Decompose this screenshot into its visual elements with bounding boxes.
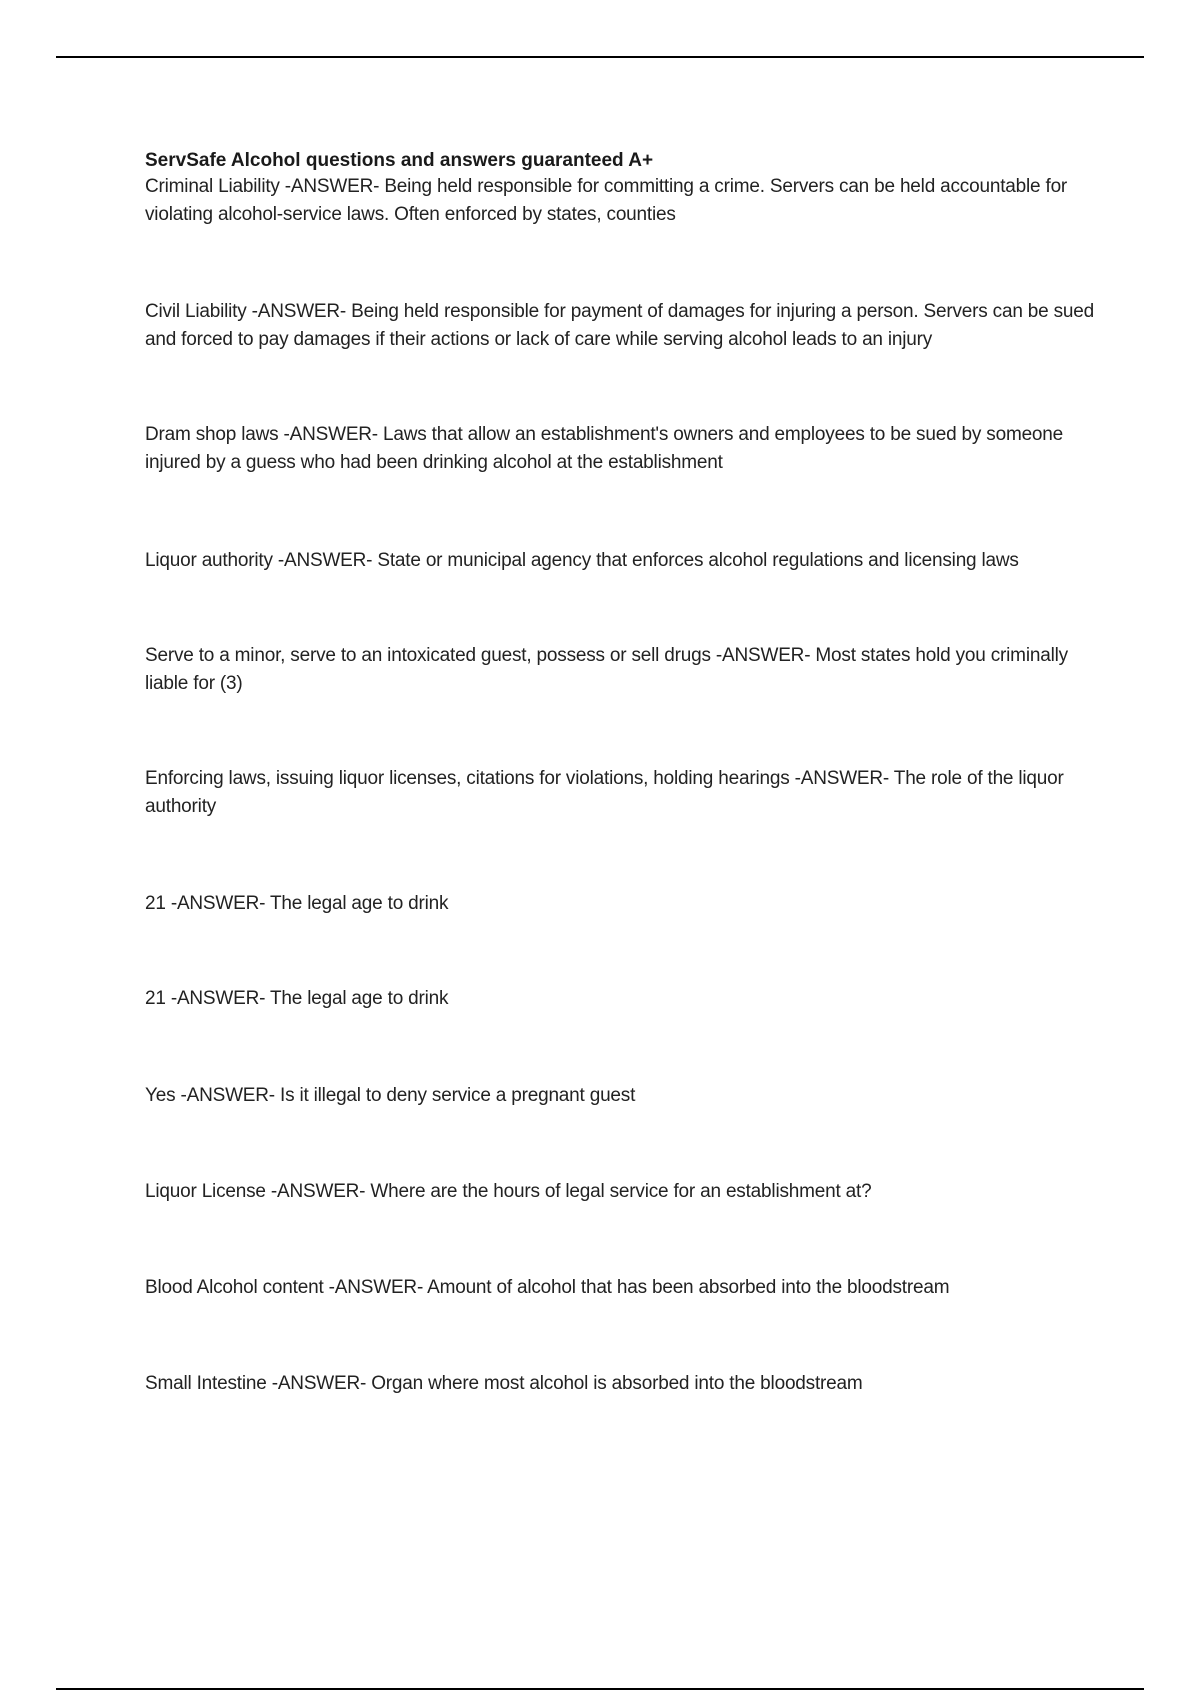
qa-entry-criminal-liability: Criminal Liability -ANSWER- Being held responsible for committing a crime. Servers can be held accountable for violating alcohol-service laws. Often enforced by states, counties xyxy=(145,176,1068,225)
qa-entry-civil-liability: Civil Liability -ANSWER- Being held responsible for payment of damages for injuring a person. Servers can be sued and forced to pay damages if their actions or lack of care while serving alcohol leads to an injury xyxy=(145,301,1094,350)
qa-entry-pregnant-guest: Yes -ANSWER- Is it illegal to deny service a pregnant guest xyxy=(145,1085,636,1106)
qa-entry-liquor-license: Liquor License -ANSWER- Where are the hours of legal service for an establishment at? xyxy=(145,1181,872,1202)
header-rule xyxy=(56,56,1144,58)
qa-entry-legal-drinking-age: 21 -ANSWER- The legal age to drink xyxy=(145,893,449,914)
qa-entry-legal-drinking-age-repeat: 21 -ANSWER- The legal age to drink xyxy=(145,988,449,1009)
footer-rule xyxy=(56,1688,1144,1690)
qa-entry-dram-shop-laws: Dram shop laws -ANSWER- Laws that allow an establishment's owners and employees to be sued by someone injured by a guess who had been drinking alcohol at the establishment xyxy=(145,424,1064,473)
qa-entry-liquor-authority-role: Enforcing laws, issuing liquor licenses, citations for violations, holding hearings -ANSWER- The role of the liquor authority xyxy=(145,768,1064,817)
document-body xyxy=(145,148,1100,1398)
qa-entry-blood-alcohol-content: Blood Alcohol content -ANSWER- Amount of alcohol that has been absorbed into the bloodstream xyxy=(145,1277,950,1298)
qa-entry-liquor-authority: Liquor authority -ANSWER- State or municipal agency that enforces alcohol regulations and licensing laws xyxy=(145,550,1019,571)
qa-entry-small-intestine: Small Intestine -ANSWER- Organ where most alcohol is absorbed into the bloodstream xyxy=(145,1373,863,1394)
qa-entry-criminal-offenses: Serve to a minor, serve to an intoxicated guest, possess or sell drugs -ANSWER- Most states hold you criminally liable for (3) xyxy=(145,645,1068,694)
document-title: ServSafe Alcohol questions and answers guaranteed A+ xyxy=(145,150,654,171)
